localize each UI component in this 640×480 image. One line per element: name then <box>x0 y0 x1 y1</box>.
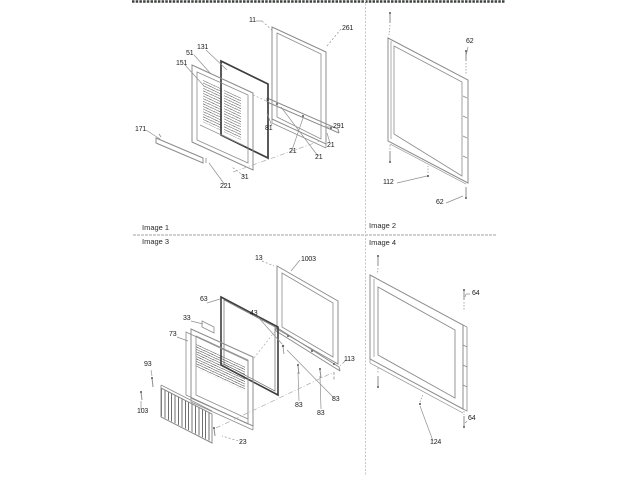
part-label-81: 81 <box>265 125 273 132</box>
image3-caption: Image 3 <box>142 237 170 246</box>
image4-caption: Image 4 <box>369 238 397 247</box>
image3-drawing <box>140 260 346 443</box>
part-label-13: 13 <box>255 255 263 262</box>
part-label-21: 21 <box>315 154 323 161</box>
image1-drawing <box>146 21 341 185</box>
part-label-83: 83 <box>295 402 303 409</box>
part-label-43: 43 <box>250 310 258 317</box>
part-label-113: 113 <box>344 356 355 363</box>
part-label-11: 11 <box>249 17 256 24</box>
part-label-62: 62 <box>436 199 444 206</box>
part-label-1003: 1003 <box>301 256 316 263</box>
part-label-93: 93 <box>144 361 152 368</box>
part-label-112: 112 <box>383 179 394 186</box>
page-borders <box>132 0 505 476</box>
part-label-33: 33 <box>183 315 191 322</box>
part-label-63: 63 <box>200 296 208 303</box>
part-label-151: 151 <box>176 60 188 67</box>
image2-caption: Image 2 <box>369 221 397 230</box>
part-label-23: 23 <box>239 439 247 446</box>
part-label-124: 124 <box>430 439 442 446</box>
part-label-62: 62 <box>466 38 474 45</box>
part-label-51: 51 <box>186 50 194 57</box>
image1-caption: Image 1 <box>142 223 170 232</box>
part-label-73: 73 <box>169 331 177 338</box>
part-label-83: 83 <box>332 396 340 403</box>
part-label-21: 21 <box>289 148 297 155</box>
part-label-131: 131 <box>197 44 209 51</box>
part-label-21: 21 <box>327 142 335 149</box>
part-label-64: 64 <box>472 290 480 297</box>
part-label-103: 103 <box>137 408 149 415</box>
image4-drawing <box>370 255 470 441</box>
part-label-291: 291 <box>333 123 345 130</box>
part-label-31: 31 <box>241 174 249 181</box>
part-label-221: 221 <box>220 183 232 190</box>
part-label-64: 64 <box>468 415 476 422</box>
part-label-261: 261 <box>342 25 354 32</box>
part-label-171: 171 <box>135 126 147 133</box>
image2-drawing <box>388 12 468 203</box>
part-label-83: 83 <box>317 410 325 417</box>
